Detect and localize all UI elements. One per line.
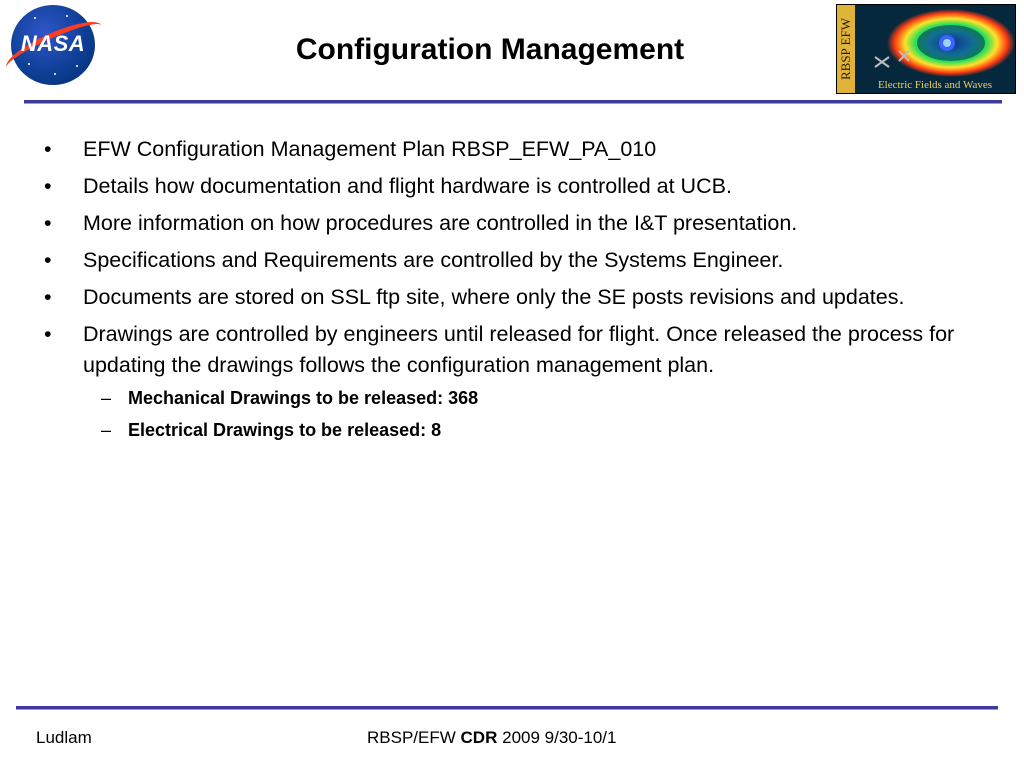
footer-event-prefix: RBSP/EFW xyxy=(367,728,456,747)
bullet-text: Documents are stored on SSL ftp site, where only the SE posts revisions and updates. xyxy=(83,285,905,309)
bullet-marker: • xyxy=(44,285,52,309)
nasa-logo-text: NASA xyxy=(20,31,86,56)
bullet-item xyxy=(44,282,974,313)
bullet-text: Drawings are controlled by engineers until released for flight. Once released the process for updating the drawings follows the configuration management plan. xyxy=(83,322,955,377)
sub-bullet-text: Mechanical Drawings to be released: 368 xyxy=(128,388,479,408)
sub-bullet-item xyxy=(101,417,974,443)
header-divider xyxy=(24,100,1002,104)
star-dot xyxy=(54,73,56,75)
bullet-text: Specifications and Requirements are controlled by the Systems Engineer. xyxy=(83,248,784,272)
footer-event-suffix: 2009 9/30-10/1 xyxy=(502,728,617,747)
star-dot xyxy=(34,17,36,19)
bullet-item xyxy=(44,208,974,239)
footer-event-bold: CDR xyxy=(460,728,498,747)
radiation-belts-icon xyxy=(855,5,1016,77)
slide-title: Configuration Management xyxy=(295,33,685,66)
sub-bullet-item xyxy=(101,385,974,411)
bullet-item xyxy=(44,134,974,165)
bullet-item xyxy=(44,319,974,381)
slide-body xyxy=(44,134,974,449)
footer-divider xyxy=(16,706,998,710)
star-dot xyxy=(66,15,68,17)
bullet-marker: • xyxy=(44,322,52,346)
bullet-item xyxy=(44,171,974,202)
bullet-text: EFW Configuration Management Plan RBSP_EFW_PA_010 xyxy=(83,137,657,161)
bullet-item xyxy=(44,245,974,276)
footer-author: Ludlam xyxy=(36,728,92,747)
footer-event xyxy=(367,728,617,748)
sub-bullet-text: Electrical Drawings to be released: 8 xyxy=(128,420,442,440)
sub-bullet-marker: – xyxy=(101,420,112,440)
rbsp-efw-logo xyxy=(836,4,1016,94)
bullet-text: More information on how procedures are controlled in the I&T presentation. xyxy=(83,211,798,235)
bullet-marker: • xyxy=(44,211,52,235)
efw-logo-side-band xyxy=(837,5,855,94)
bullet-marker: • xyxy=(44,137,52,161)
efw-logo-side-text: RBSP EFW xyxy=(838,18,853,81)
nasa-logo xyxy=(6,3,102,85)
efw-logo-caption: Electric Fields and Waves xyxy=(877,79,993,91)
bullet-marker: • xyxy=(44,174,52,198)
bullet-text: Details how documentation and flight hardware is controlled at UCB. xyxy=(83,174,732,198)
star-dot xyxy=(76,65,78,67)
bullet-marker: • xyxy=(44,248,52,272)
sub-bullet-marker: – xyxy=(101,388,112,408)
